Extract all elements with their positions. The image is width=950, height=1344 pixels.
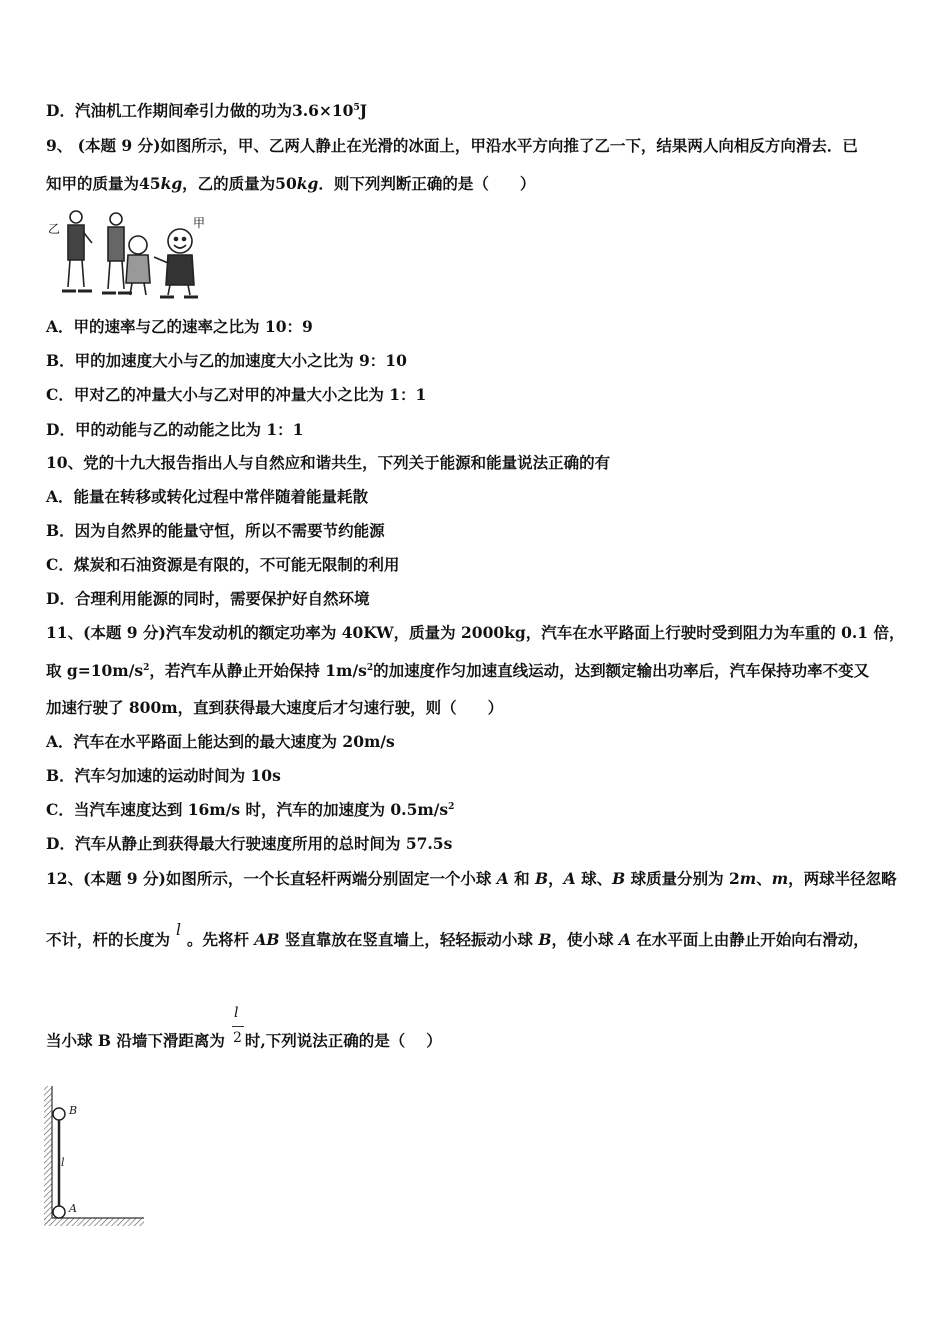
q9-option-c: C．甲对乙的冲量大小与乙对甲的冲量大小之比为 1：1 — [46, 385, 427, 404]
q9-stem-line2: 知甲的质量为45kg，乙的质量为50kg．则下列判断正确的是（ ） — [46, 174, 536, 193]
q9-option-b: B．甲的加速度大小与乙的加速度大小之比为 9：10 — [46, 351, 407, 370]
q10-option-d: D．合理利用能源的同时，需要保护好自然环境 — [46, 589, 370, 608]
q12-rod-wall-figure — [40, 1082, 150, 1230]
ball-b — [53, 1108, 65, 1120]
q9-stem-line1: 9、 (本题 9 分)如图所示，甲、乙两人静止在光滑的冰面上，甲沿水平方向推了乙一下，结果两人向相反方向滑去．已 — [46, 136, 858, 155]
label-l: l — [61, 1156, 65, 1169]
fraction-numerator: l — [234, 1005, 239, 1021]
q11-option-a: A．汽车在水平路面上能达到的最大速度为 20m/s — [46, 732, 395, 751]
label-yi: 乙 — [48, 222, 61, 236]
q11-option-b: B．汽车匀加速的运动时间为 10s — [46, 766, 281, 785]
q10-option-a: A．能量在转移或转化过程中常伴随着能量耗散 — [46, 487, 369, 506]
q8-option-d: D．汽油机工作期间牵引力做的功为$3.6\times 10^5J$ — [46, 101, 368, 120]
label-a: A — [69, 1202, 77, 1215]
ball-a — [53, 1206, 65, 1218]
q11-stem-line3: 加速行驶了 800m，直到获得最大速度后才匀速行驶，则（ ） — [46, 698, 504, 717]
yi-head — [70, 211, 82, 223]
label-jia: 甲 — [193, 216, 206, 230]
q11-option-c: C．当汽车速度达到 16m/s 时，汽车的加速度为 $0.5m/s^2$ — [46, 800, 455, 819]
q11-stem-line2: 取 $g=10m/s^2$，若汽车从静止开始保持 $1m/s^2$的加速度作匀加速直线运动，达到额定输出功率后，汽车保持功率不变又 — [46, 661, 870, 680]
q10-option-b: B．因为自然界的能量守恒，所以不需要节约能源 — [46, 521, 385, 540]
floor — [44, 1218, 144, 1226]
q12-stem-line1: 12、(本题 9 分)如图所示，一个长直轻杆两端分别固定一个小球 A 和 B，A 球、B 球质量分别为 2m、m，两球半径忽略 — [46, 869, 897, 888]
q11-option-d: D．汽车从静止到获得最大行驶速度所用的总时间为 57.5s — [46, 834, 453, 853]
fraction-bar — [232, 1026, 244, 1027]
q9-skaters-figure — [46, 205, 206, 300]
q12-stem-line2: 不计，杆的长度为 l 。先将杆 AB 竖直靠放在竖直墙上，轻轻振动小球 B，使小球 A 在水平面上由静止开始向右滑动， — [46, 921, 869, 949]
wall — [44, 1086, 52, 1224]
q9-option-a: A．甲的速率与乙的速率之比为 10：9 — [46, 317, 313, 336]
q10-stem: 10、党的十九大报告指出人与自然应和谐共生，下列关于能源和能量说法正确的有 — [46, 453, 611, 472]
q9-option-d: D．甲的动能与乙的动能之比为 1：1 — [46, 420, 304, 439]
label-b: B — [69, 1104, 78, 1117]
fraction-denominator: 2 — [233, 1030, 242, 1046]
q11-stem-line1: 11、(本题 9 分)汽车发动机的额定功率为 40KW，质量为 2000kg，汽车在水平路面上行驶时受到阻力为车重的 0.1 倍， — [46, 623, 905, 642]
q10-option-c: C．煤炭和石油资源是有限的，不可能无限制的利用 — [46, 555, 400, 574]
q12-stem-line3: 当小球 B 沿墙下滑距离为 时,下列说法正确的是（ ） — [46, 1031, 442, 1050]
